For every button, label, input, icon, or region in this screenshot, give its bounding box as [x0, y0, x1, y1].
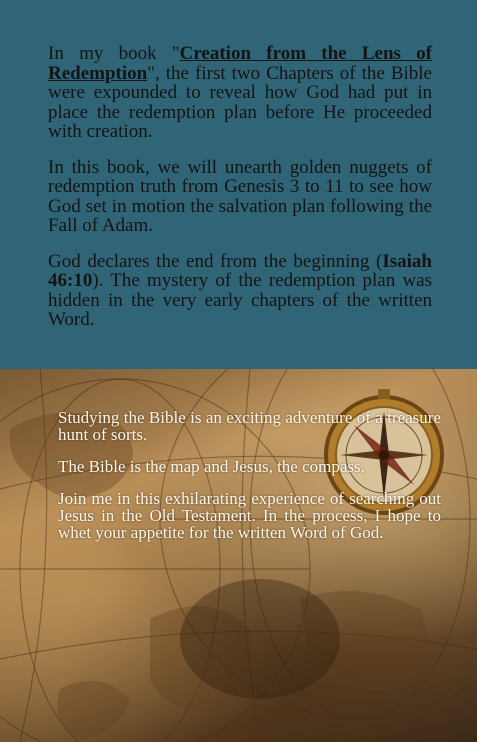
- intro-p1-lead: In my book ": [48, 43, 180, 64]
- intro-p3-lead: God declares the end from the beginning (: [48, 250, 383, 272]
- intro-p3-rest: ). The mystery of the redemption plan was hidden in the very early chapters of the written Word.: [48, 270, 432, 330]
- tagline-paragraph-1: Studying the Bible is an exciting adventure of a treasure hunt of sorts.: [58, 408, 441, 444]
- tagline-text-block: [58, 409, 441, 556]
- tagline-paragraph-3: Join me in this exhilarating experience of searching out Jesus in the Old Testament. In the process, I hope to whet your appetite for the written Word of God.: [58, 489, 441, 542]
- tagline-paragraph-2: The Bible is the map and Jesus, the compass.: [58, 457, 365, 476]
- intro-paragraph-1: [48, 44, 432, 142]
- intro-paragraph-3: [48, 252, 432, 330]
- scripture-reference: Isaiah 46:10: [48, 250, 432, 291]
- intro-paragraph-2: In this book, we will unearth golden nuggets of redemption truth from Genesis 3 to 11 to see how God set in motion the salvation plan following the Fall of Adam.: [48, 156, 432, 236]
- book-title-link: Creation from the Lens of Redemption: [48, 43, 432, 84]
- antique-map-panel: [0, 369, 477, 742]
- intro-p1-rest: ", the first two Chapters of the Bible were expounded to reveal how God had put in place the redemption plan before He proceeded with creation.: [48, 62, 432, 142]
- teal-text-panel: [0, 0, 477, 369]
- map-shadow: [180, 579, 340, 699]
- intro-text-block: [48, 44, 432, 346]
